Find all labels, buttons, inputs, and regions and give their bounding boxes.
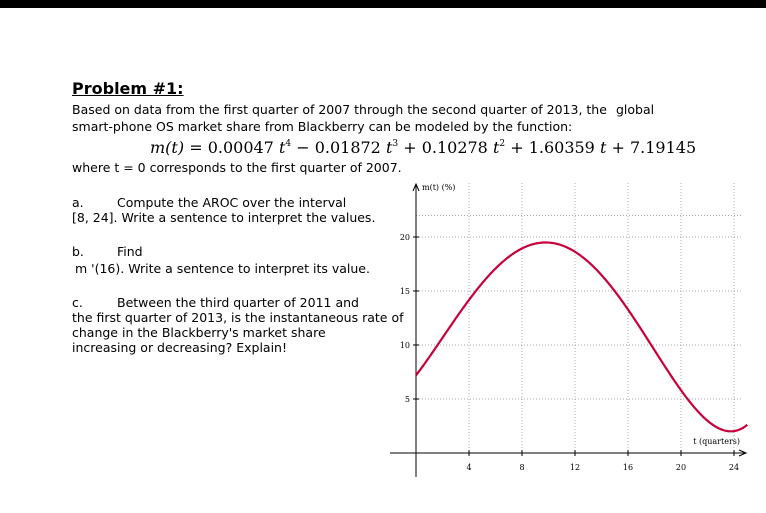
part-b-line-2: m '(16). Write a sentence to interpret its value.: [75, 261, 370, 276]
x-axis-label: t (quarters): [693, 437, 740, 446]
intro-right-word: global: [616, 102, 655, 117]
x-tick-label: 16: [622, 463, 634, 472]
part-a-line-1: Compute the AROC over the interval: [117, 195, 347, 210]
x-tick-label: 4: [466, 463, 472, 472]
formula-term: + 0.10278 $t^2$: [398, 138, 506, 157]
y-tick-label: 15: [399, 287, 410, 296]
part-c-line-3: change in the Blackberry's market share: [72, 325, 326, 340]
part-b-label: b.: [72, 244, 84, 259]
problem-title: Problem #1:: [72, 79, 184, 98]
x-tick-label: 12: [569, 463, 581, 472]
formula-equals: =: [189, 138, 203, 157]
x-tick-label: 24: [728, 463, 740, 472]
formula-term: 0.00047 $t^4$: [207, 138, 292, 157]
formula-term: + 1.60359 t: [505, 138, 607, 157]
y-axis-label: m(t) (%): [422, 183, 456, 192]
part-b-line-1: Find: [117, 244, 143, 259]
x-tick-label: 8: [519, 463, 525, 472]
part-a-label: a.: [72, 195, 84, 210]
formula-lhs: m(t): [150, 138, 185, 157]
formula-term: − 0.01872 $t^3$: [291, 138, 399, 157]
y-tick-label: 20: [399, 233, 410, 242]
y-tick-label: 10: [399, 341, 410, 350]
model-curve: [416, 242, 747, 431]
x-tick-label: 20: [675, 463, 687, 472]
part-c-line-4: increasing or decreasing? Explain!: [72, 340, 287, 355]
part-c-line-1: Between the third quarter of 2011 and: [117, 295, 359, 310]
where-line: where t = 0 corresponds to the first quarter of 2007.: [72, 160, 402, 175]
intro-line-2: smart-phone OS market share from Blackberry can be modeled by the function:: [72, 119, 573, 134]
part-a-line-2: [8, 24]. Write a sentence to interpret the values.: [72, 210, 376, 225]
formula-term: + 7.19145: [606, 138, 697, 157]
y-tick-label: 5: [404, 395, 410, 404]
intro-line-1: Based on data from the first quarter of 2007 through the second quarter of 2013, the: [72, 102, 607, 117]
part-c-label: c.: [72, 295, 83, 310]
part-c-line-2: the first quarter of 2013, is the instantaneous rate of: [72, 310, 404, 325]
